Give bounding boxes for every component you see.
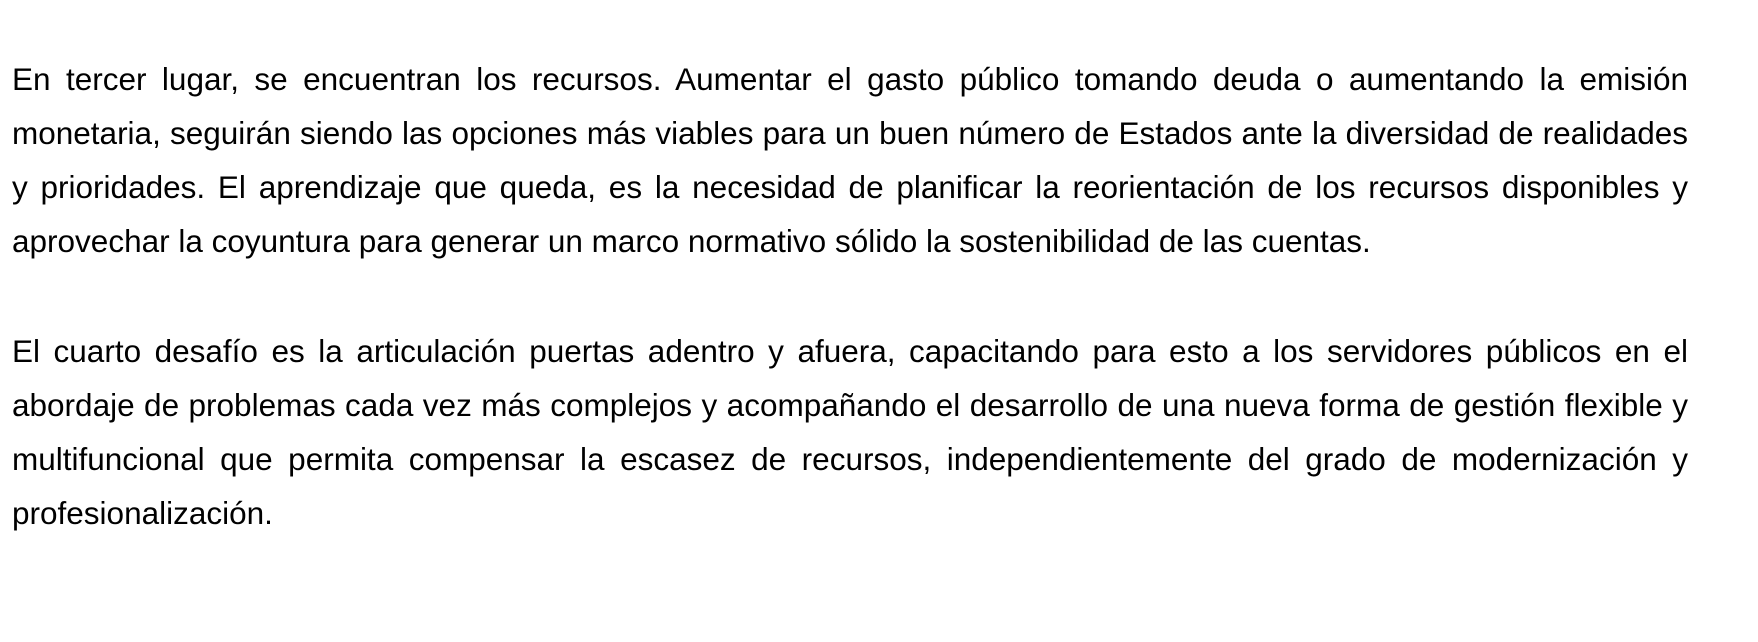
paragraph-resources: En tercer lugar, se encuentran los recursos. Aumentar el gasto público tomando deuda o aumentando la emisión monetaria, seguirán siendo las opciones más viables para un buen número de Estados ante la diversidad de realidades y prioridades. El aprendizaje que queda, es la necesidad de planificar la reorientación de los recursos disponibles y aprovechar la coyuntura para generar un marco normativo sólido la sostenibilidad de las cuentas.	[12, 61, 1688, 259]
document-body	[12, 52, 1688, 540]
paragraph-fourth-challenge: El cuarto desafío es la articulación puertas adentro y afuera, capacitando para esto a los servidores públicos en el abordaje de problemas cada vez más complejos y acompañando el desarrollo de una nueva forma de gestión flexible y multifuncional que permita compensar la escasez de recursos, independientemente del grado de modernización y profesionalización.	[12, 333, 1688, 531]
